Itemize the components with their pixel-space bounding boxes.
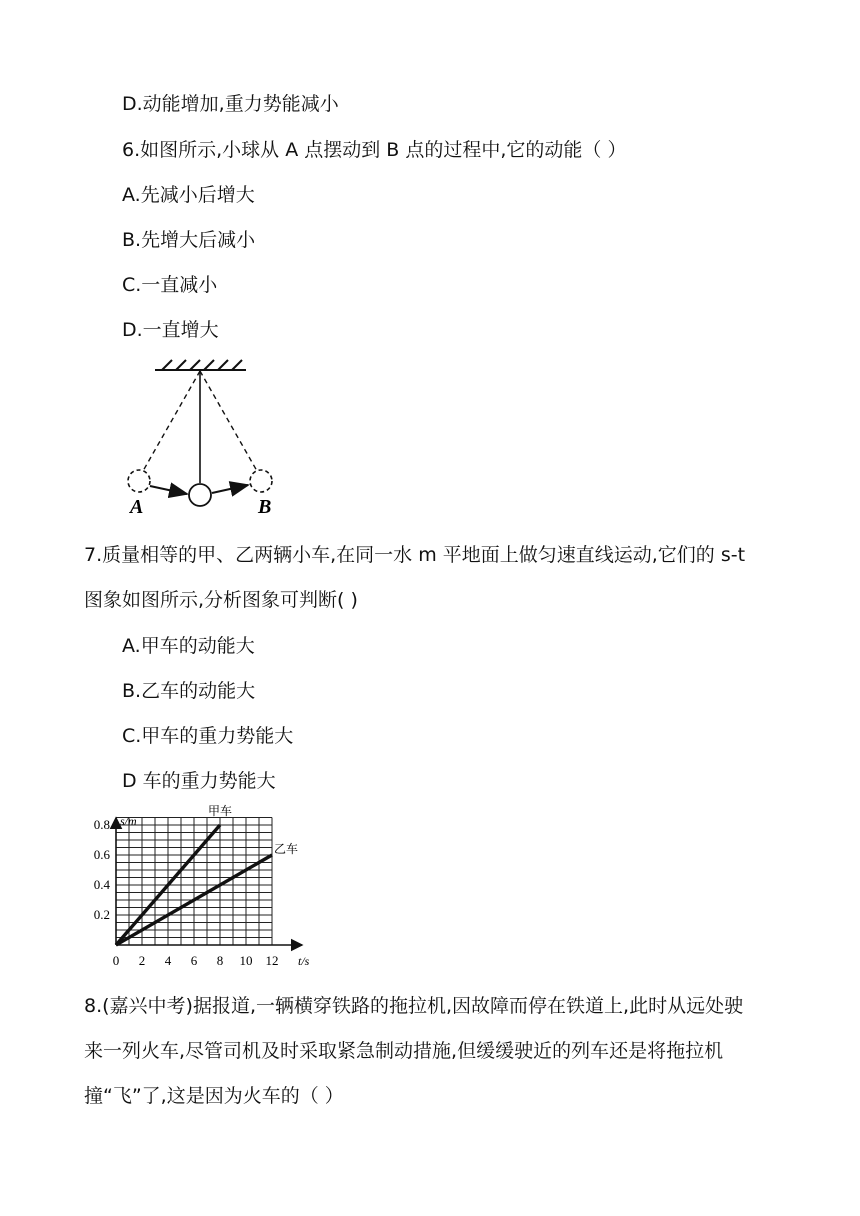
q7-stem-line2: 图象如图所示,分析图象可判断( ) — [84, 589, 358, 611]
st-chart — [84, 804, 334, 972]
x-tick-label: 4 — [164, 953, 172, 968]
q6-option-c: C.一直减小 — [122, 274, 218, 296]
series-label: 甲车 — [208, 804, 233, 818]
y-tick-label: 0.6 — [93, 847, 110, 862]
chart-labels — [94, 804, 310, 968]
q7-option-a: A.甲车的动能大 — [122, 635, 255, 657]
y-axis-label: s/m — [120, 814, 137, 828]
ceiling-hatch — [155, 360, 246, 370]
q7-option-b: B.乙车的动能大 — [122, 680, 256, 702]
y-tick-label: 0.4 — [93, 877, 110, 892]
ball-a-dashed — [128, 470, 150, 492]
pendulum-figure — [120, 358, 290, 518]
x-tick-label: 0 — [112, 953, 120, 968]
q6-option-d: D.一直增大 — [122, 319, 219, 341]
ball-b-dashed — [250, 470, 272, 492]
x-axis-label: t/s — [298, 954, 310, 968]
ball-center — [189, 484, 211, 506]
y-tick-label: 0.2 — [93, 907, 110, 922]
string-right-dashed — [200, 371, 257, 471]
string-left-dashed — [143, 371, 200, 471]
label-b: B — [258, 496, 272, 518]
q8-line2: 来一列火车,尽管司机及时采取紧急制动措施,但缓缓驶近的列车还是将拖拉机 — [84, 1040, 724, 1062]
arrow-a-to-center — [150, 486, 187, 494]
x-tick-label: 12 — [265, 953, 279, 968]
series-label: 乙车 — [274, 842, 299, 856]
y-tick-label: 0.8 — [93, 817, 110, 832]
x-tick-label: 6 — [190, 953, 198, 968]
q6-option-a: A.先减小后增大 — [122, 184, 255, 206]
x-tick-label: 2 — [138, 953, 146, 968]
q8-line1: 8.(嘉兴中考)据报道,一辆横穿铁路的拖拉机,因故障而停在铁道上,此时从远处驶 — [84, 995, 744, 1017]
x-tick-label: 10 — [239, 953, 253, 968]
q6-option-b: B.先增大后减小 — [122, 229, 256, 251]
q5-option-d: D.动能增加,重力势能减小 — [122, 93, 339, 115]
x-tick-label: 8 — [216, 953, 224, 968]
arrow-center-to-b — [212, 485, 248, 493]
label-a: A — [130, 496, 144, 518]
chart-grid — [116, 818, 272, 946]
q7-option-d: D 车的重力势能大 — [122, 770, 276, 792]
q7-option-c: C.甲车的重力势能大 — [122, 725, 294, 747]
q6-stem: 6.如图所示,小球从 A 点摆动到 B 点的过程中,它的动能（ ） — [122, 139, 627, 161]
q7-stem-line1: 7.质量相等的甲、乙两辆小车,在同一水 m 平地面上做匀速直线运动,它们的 s-t — [84, 544, 746, 566]
q8-line3: 撞“飞”了,这是因为火车的（ ） — [84, 1085, 344, 1107]
